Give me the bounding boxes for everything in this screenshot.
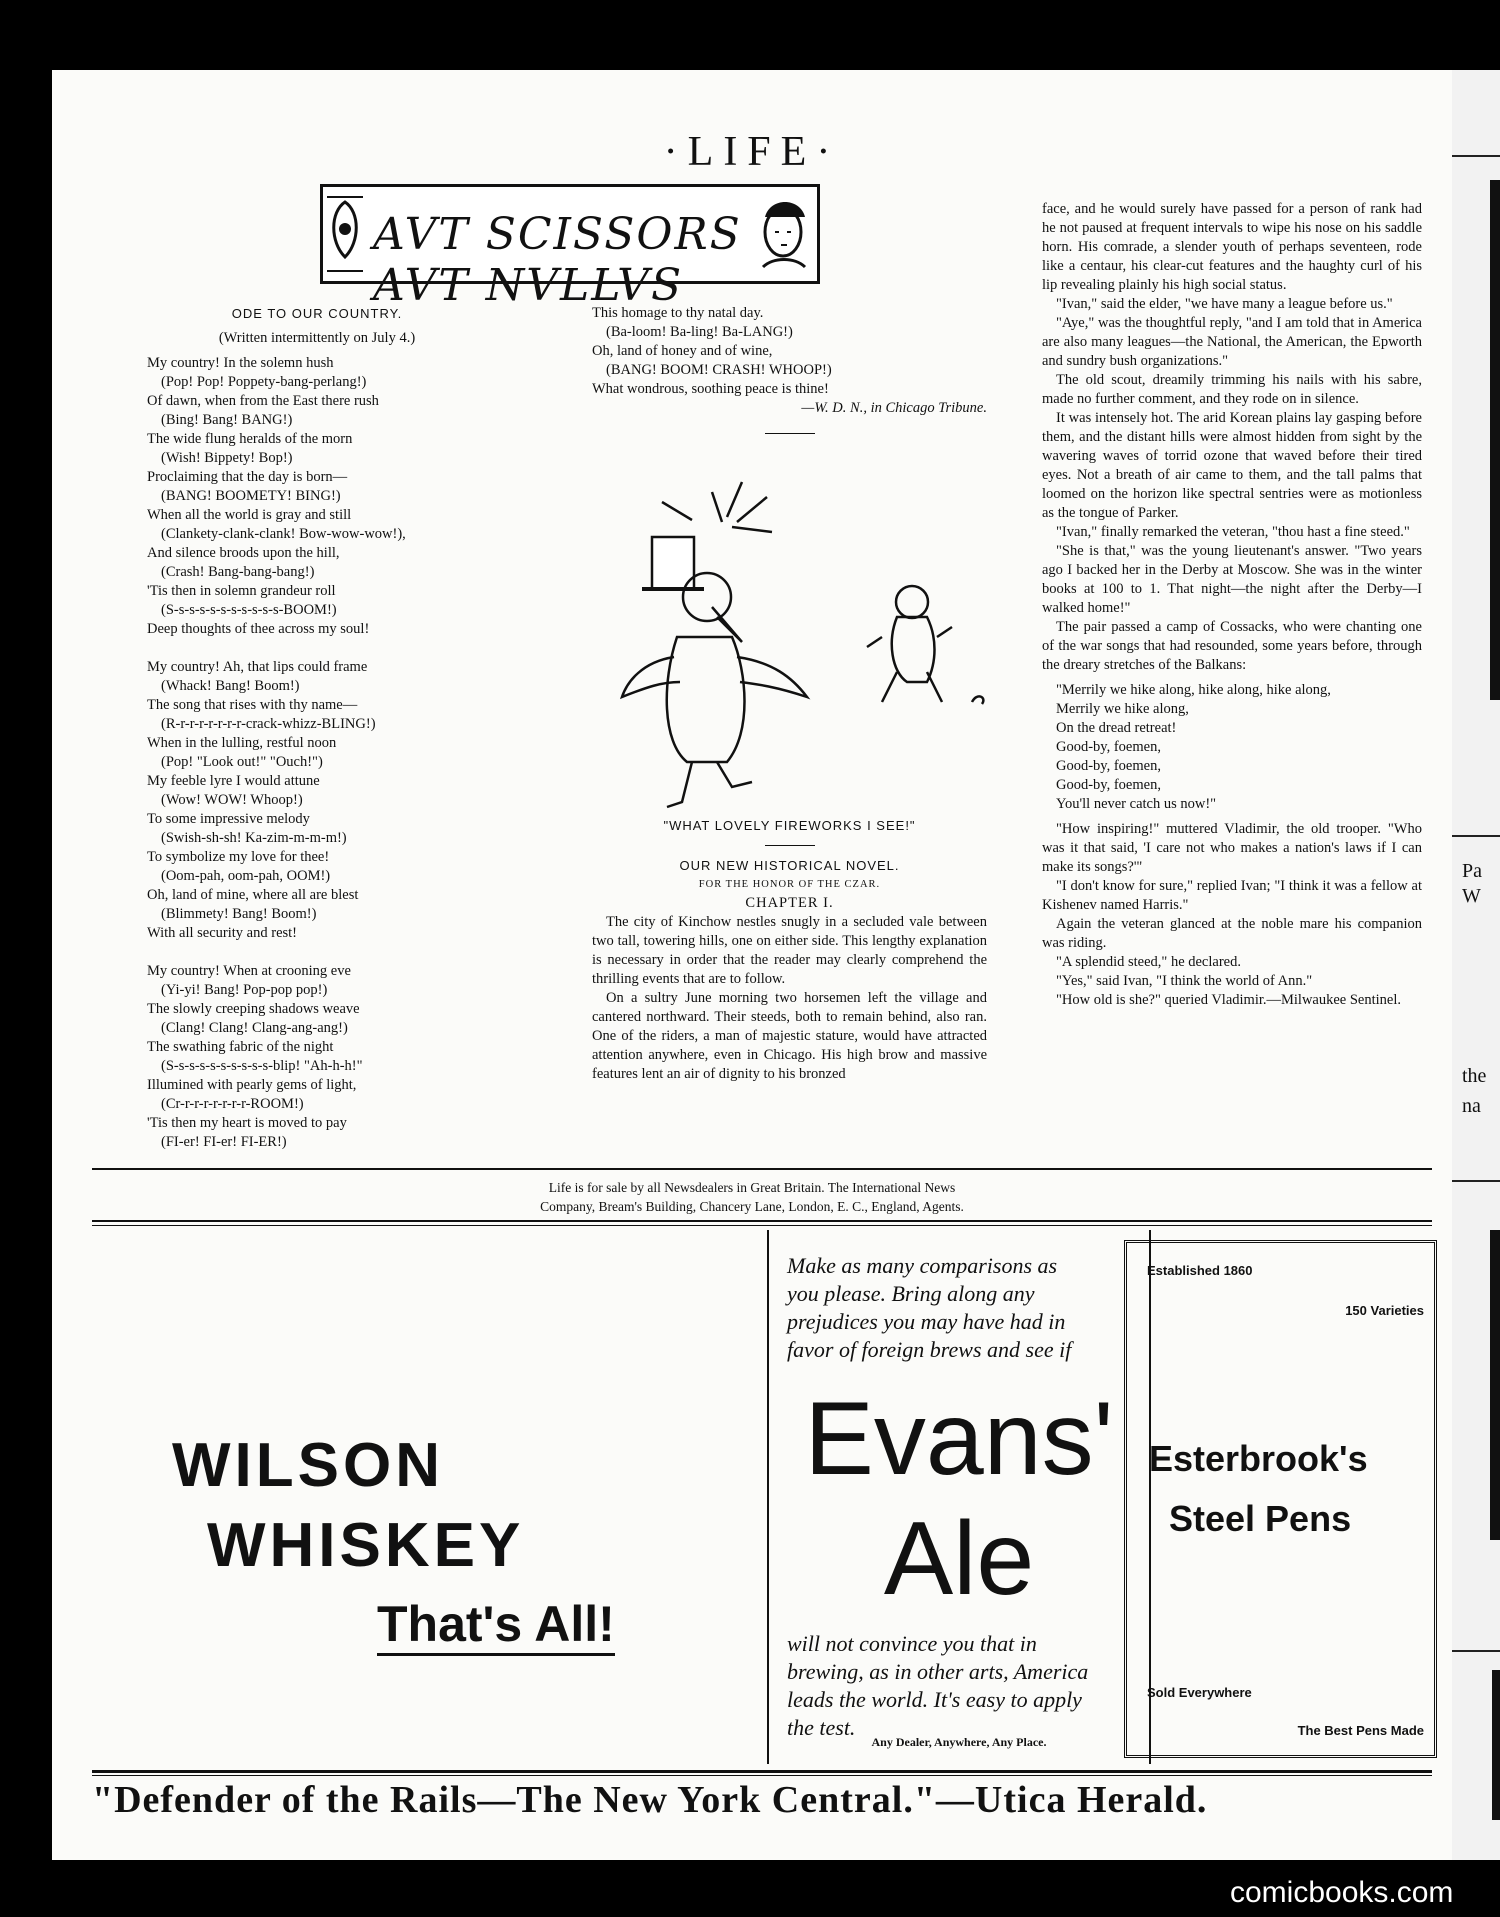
novel-paragraph: face, and he would surely have passed for a person of rank had he not paused at frequent intervals to wipe his nose on his saddle horn. His comrade, a slender youth of perhaps seventeen, rode like a centaur, his clear-cut features and the haughty curl of his lip revealing plainly his high social status. [1042,201,1422,293]
divider [92,1775,1432,1776]
ode-line: When in the lulling, restful noon [147,735,337,751]
ode-line: This homage to thy natal day. [592,305,764,321]
ode-line: The song that rises with thy name— [147,697,358,713]
evans-ale-ad [767,1230,1151,1764]
strip-text: na [1462,1095,1481,1117]
ode-subtitle: (Written intermittently on July 4.) [218,330,416,346]
notice-line: Company, Bream's Building, Chancery Lane, London, E. C., England, Agents. [540,1199,964,1214]
novel-paragraph: "Ivan," said the elder, "we have many a league before us." [1056,296,1393,312]
ode-line: The wide flung heralds of the morn [147,431,353,447]
ode-line: (Pop! Pop! Poppety-bang-perlang!) [161,374,367,390]
ode-line: To symbolize my love for thee! [147,849,330,865]
song-line: You'll never catch us now!" [1056,796,1217,812]
song-line: "Merrily we hike along, hike along, hike along, [1056,682,1331,698]
ode-line: (Wow! WOW! Whoop!) [161,792,303,808]
ode-line: 'Tis then my heart is moved to pay [147,1115,347,1131]
ode-line: (Clang! Clang! Clang-ang-ang!) [161,1020,348,1036]
divider [92,1168,1432,1170]
ad-line: favor of foreign brews and see if [787,1337,1072,1362]
ode-line: (S-s-s-s-s-s-s-s-s-s-blip! "Ah-h-h!" [161,1058,363,1074]
ornament-icon [325,187,365,281]
ad-footer: Any Dealer, Anywhere, Any Place. [871,1735,1047,1749]
novel-paragraph: The city of Kinchow nestles snugly in a secluded vale between two tall, towering hills, one on either side. This lengthy explanation is necessary in order that the reader may clearly comprehend the thrilling events that are to follow. [592,914,987,987]
chapter-heading: CHAPTER I. [745,895,834,911]
ode-line: (Oom-pah, oom-pah, OOM!) [161,868,331,884]
ad-line: you please. Bring along any [787,1281,1035,1306]
ad-outro [787,1630,1132,1742]
ode-line: (Ba-loom! Ba-ling! Ba-LANG!) [606,324,793,340]
ad-block [1492,1670,1500,1820]
novel-paragraph: "Ivan," finally remarked the veteran, "thou hast a fine steed." [1056,524,1410,540]
song-line: Good-by, foemen, [1056,739,1161,755]
song-line: Good-by, foemen, [1056,777,1161,793]
ad-brand: Steel Pens [1169,1498,1352,1539]
ode-line: (Whack! Bang! Boom!) [161,678,300,694]
banner-title: AVT SCISSORS AVT NVLLVS [373,209,742,311]
ode-line: Oh, land of honey and of wine, [592,343,773,359]
song [1056,681,1422,814]
ode-line: (Pop! "Look out!" "Ouch!") [161,754,323,770]
novel-subtitle: FOR THE HONOR OF THE CZAR. [698,879,881,890]
middle-column [592,304,987,1084]
novel-paragraph: "A splendid steed," he declared. [1056,954,1241,970]
ode-column [147,304,487,1152]
ode-line: (S-s-s-s-s-s-s-s-s-s-s-BOOM!) [161,602,337,618]
novel-title: OUR NEW HISTORICAL NOVEL. [679,858,900,873]
ode-stanza-3 [147,962,487,1152]
wilson-whiskey-ad [92,1240,792,1720]
portrait-icon [745,187,815,281]
novel-paragraph: On a sultry June morning two horsemen left the village and cantered northward. Their steeds, both to remain behind, also ran. One of the riders, a man of majestic stature, would have attracted attention anywhere, even in Chicago. His high brow and massive features lent an air of dignity to his bronzed [592,990,987,1082]
cartoon-illustration [592,442,987,812]
ad-headline: WHISKEY [207,1511,525,1580]
ad-headline: WILSON [172,1431,444,1500]
ad-line: will not convince you that in [787,1631,1037,1656]
ode-line: When all the world is gray and still [147,507,352,523]
ode-title: ODE TO OUR COUNTRY. [231,306,403,321]
divider [1452,1650,1500,1652]
strip-text: Pa [1462,860,1482,882]
novel-paragraph: Again the veteran glanced at the noble mare his companion was riding. [1042,916,1422,951]
ad-line: the test. [787,1715,856,1740]
divider [765,433,815,434]
sale-notice [52,1178,1452,1216]
ode-line: My country! Ah, that lips could frame [147,659,368,675]
novel-paragraph: The old scout, dreamily trimming his nails with his sabre, made no further comment, and they rode on in silence. [1042,372,1422,407]
ad-slogan: That's All! [377,1595,615,1656]
ad-line: Make as many comparisons as [787,1253,1058,1278]
ad-brand: Ale [883,1501,1035,1617]
song-line: On the dread retreat! [1056,720,1177,736]
ad-line: brewing, as in other arts, America [787,1659,1089,1684]
ad-block [1490,180,1500,700]
magazine-page [52,70,1452,1860]
ode-line: (R-r-r-r-r-r-r-r-crack-whizz-BLING!) [161,716,376,732]
notice-line: Life is for sale by all Newsdealers in Great Britain. The International News [548,1180,956,1195]
strip-text: W [1462,885,1481,907]
section-banner [320,184,820,311]
divider [92,1225,1432,1226]
ad-line: prejudices you may have had in [787,1309,1066,1334]
novel-paragraph: "How old is she?" queried Vladimir.—Milwaukee Sentinel. [1056,992,1402,1008]
novel-paragraph: "Aye," was the thoughtful reply, "and I am told that in America are also many leagues—the National, the American, the Epworth and sundry bush organizations." [1042,315,1422,369]
ode-line: (Yi-yi! Bang! Pop-pop pop!) [161,982,328,998]
ad-brand: Esterbrook's [1149,1438,1368,1479]
ode-line: (Cr-r-r-r-r-r-r-r-ROOM!) [161,1096,304,1112]
ode-stanza-1 [147,354,487,639]
divider [1452,1180,1500,1182]
divider [1452,835,1500,837]
song-line: Good-by, foemen, [1056,758,1161,774]
ode-line: Oh, land of mine, where all are blest [147,887,359,903]
watermark: comicbooks.com [1230,1876,1454,1909]
ode-line: And silence broods upon the hill, [147,545,340,561]
novel-paragraph: "She is that," was the young lieutenant's answer. "Two years ago I backed her in the Derby at Moscow. She was in the winter books at 100 to 1. That night—the night after the Derby—I walked home!" [1042,543,1422,616]
adjacent-page-strip [1452,70,1500,1860]
ode-line: With all security and rest! [147,925,298,941]
ode-line: (Clankety-clank-clank! Bow-wow-wow!), [161,526,406,542]
strip-text: the [1462,1065,1487,1087]
ode-line: (Crash! Bang-bang-bang!) [161,564,315,580]
ode-line: My country! When at crooning eve [147,963,351,979]
ode-line: (FI-er! FI-er! FI-ER!) [161,1134,287,1150]
ode-line: (Swish-sh-sh! Ka-zim-m-m-m!) [161,830,347,846]
ad-intro [787,1252,1132,1364]
ad-line: leads the world. It's easy to apply [787,1687,1082,1712]
ode-line: (BANG! BOOMETY! BING!) [161,488,341,504]
ode-line: (Wish! Bippety! Bop!) [161,450,293,466]
ode-line: What wondrous, soothing peace is thine! [592,381,829,397]
ode-line: My country! In the solemn hush [147,355,334,371]
song-line: Merrily we hike along, [1056,701,1189,717]
divider [92,1220,1432,1222]
divider [92,1770,1432,1773]
masthead: ·LIFE· [663,129,841,175]
ode-line: Of dawn, when from the East there rush [147,393,379,409]
esterbrook-pens-ad [1124,1240,1437,1758]
ode-line: (Bing! Bang! BANG!) [161,412,293,428]
novel-paragraph: It was intensely hot. The arid Korean plains lay gasping before them, and the distant hills were almost hidden from sight by the wavering waves of torrid ozone that waved before their tired eyes. Not a breath of air came to them, and the tall palms that loomed on the horizon like spectral sentries were as motionless as the tongue of Parker. [1042,410,1422,521]
ode-line: 'Tis then in solemn grandeur roll [147,583,336,599]
ad-brand: Evans' [804,1381,1114,1497]
divider [765,845,815,846]
ode-stanza-2 [147,658,487,943]
ad-tagline: The Best Pens Made [1297,1723,1424,1738]
right-column [1042,200,1422,1010]
ode-line: To some impressive melody [147,811,310,827]
ode-line: The swathing fabric of the night [147,1039,334,1055]
ode-line: Deep thoughts of thee across my soul! [147,621,370,637]
ode-line: Illumined with pearly gems of light, [147,1077,357,1093]
novel-paragraph: "Yes," said Ivan, "I think the world of Ann." [1056,973,1313,989]
ad-established: Established 1860 [1147,1263,1253,1278]
novel-paragraph: "How inspiring!" muttered Vladimir, the old trooper. "Who was it that said, 'I care not who makes a nation's laws if I can make its songs?'" [1042,821,1422,875]
footer-quote: "Defender of the Rails—The New York Central."—Utica Herald. [92,1779,1208,1821]
ad-varieties: 150 Varieties [1345,1303,1424,1318]
ode-line: The slowly creeping shadows weave [147,1001,360,1017]
divider [1452,155,1500,157]
ad-sold: Sold Everywhere [1147,1685,1252,1700]
ad-block [1490,1230,1500,1540]
ode-line: (Blimmety! Bang! Boom!) [161,906,317,922]
novel-paragraph: "I don't know for sure," replied Ivan; "I think it was a fellow at Kishenev named Harris." [1042,878,1422,913]
ode-credit: —W. D. N., in Chicago Tribune. [801,400,987,416]
ode-line: Proclaiming that the day is born— [147,469,348,485]
novel-paragraph: The pair passed a camp of Cossacks, who were chanting one of the war songs that had resounded, some years before, through the dreary stretches of the Balkans: [1042,619,1422,673]
cartoon-caption: "WHAT LOVELY FIREWORKS I SEE!" [663,818,916,833]
ode-line: My feeble lyre I would attune [147,773,320,789]
ode-line: (BANG! BOOM! CRASH! WHOOP!) [606,362,832,378]
